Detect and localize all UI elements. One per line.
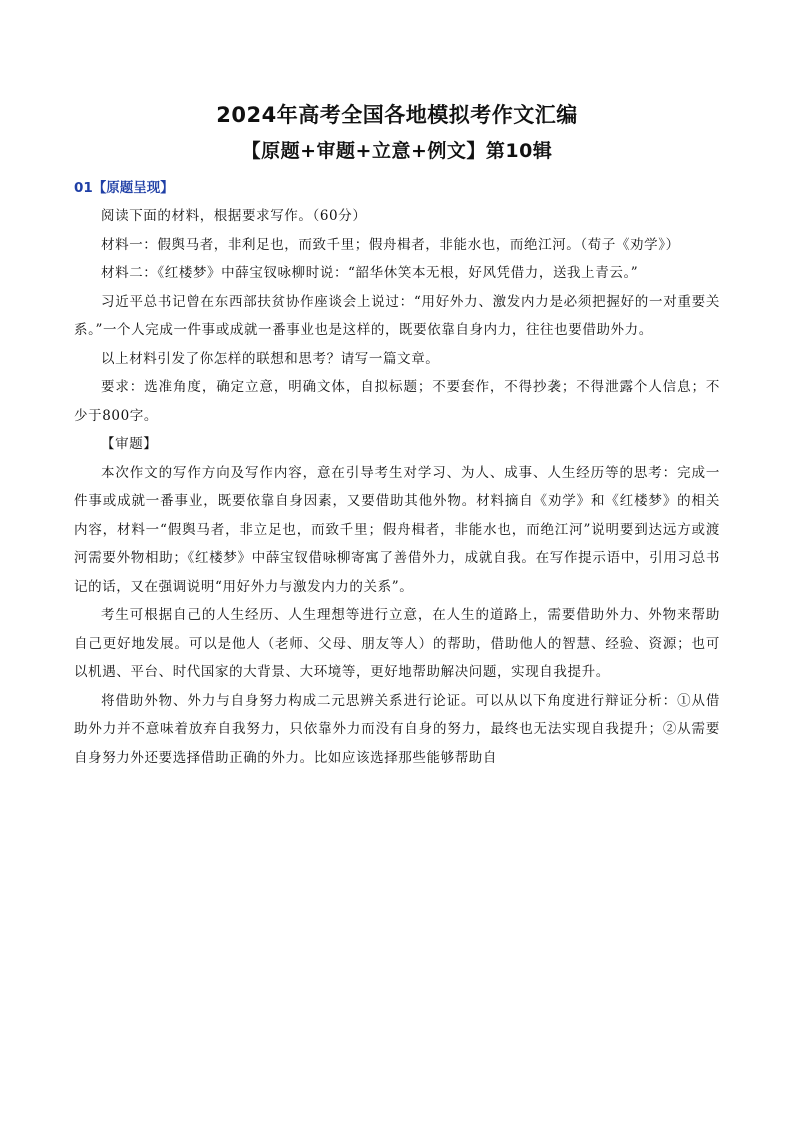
page-title: 2024年高考全国各地模拟考作文汇编 xyxy=(216,103,578,127)
prompt-question: 以上材料引发了你怎样的联想和思考？请写一篇文章。 xyxy=(101,350,440,367)
section-label-original-question: 01【原题呈现】 xyxy=(74,180,174,196)
analysis-paragraph-1: 本次作文的写作方向及写作内容，意在引导考生对学习、为人、成事、人生经历等的思考：完成一件事或成就一番事业，既要依靠自身因素，又要借助其他外物。材料摘自《劝学》和《红楼梦》的相关内容，材料一“假舆马者，非立足也，而致千里；假舟楫者，非能水也，而绝江河”说明要到达远方或渡河需要外物相助；《红楼梦》中薛宝钗借咏柳寄寓了善借外力，成就自我。在写作提示语中，引用习总书记的话，又在强调说明“用好外力与激发内力的关系”。 xyxy=(74,464,720,595)
prompt-quote: 习近平总书记曾在东西部扶贫协作座谈会上说过：“用好外力、激发内力是必须把握好的一对重要关系。”一个人完成一件事或成就一番事业也是这样的，既要依靠自身内力，往往也要借助外力。 xyxy=(74,293,720,338)
analysis-heading: 【审题】 xyxy=(101,436,158,452)
prompt-intro: 阅读下面的材料，根据要求写作。（60分） xyxy=(101,208,367,224)
page-subtitle: 【原题+审题+立意+例文】第10辑 xyxy=(241,140,553,162)
prompt-material-1: 材料一：假舆马者，非利足也，而致千里；假舟楫者，非能水也，而绝江河。（荀子《劝学》） xyxy=(101,236,680,253)
prompt-material-2: 材料二：《红楼梦》中薛宝钗咏柳时说：“韶华休笑本无根，好风凭借力，送我上青云。” xyxy=(101,265,639,281)
prompt-requirements: 要求：选准角度，确定立意，明确文体，自拟标题；不要套作，不得抄袭；不得泄露个人信息；不少于800字。 xyxy=(74,379,720,424)
analysis-paragraph-3: 将借助外物、外力与自身努力构成二元思辨关系进行论证。可以从以下角度进行辩证分析：①从借助外力并不意味着放弃自我努力，只依靠外力而没有自身的努力，最终也无法实现自我提升；②从需要自身努力外还要选择借助正确的外力。比如应该选择那些能够帮助自 xyxy=(74,692,720,766)
analysis-paragraph-2: 考生可根据自己的人生经历、人生理想等进行立意，在人生的道路上，需要借助外力、外物来帮助自己更好地发展。可以是他人（老师、父母、朋友等人）的帮助，借助他人的智慧、经验、资源；也可以机遇、平台、时代国家的大背景、大环境等，更好地帮助解决问题，实现自我提升。 xyxy=(74,607,720,680)
